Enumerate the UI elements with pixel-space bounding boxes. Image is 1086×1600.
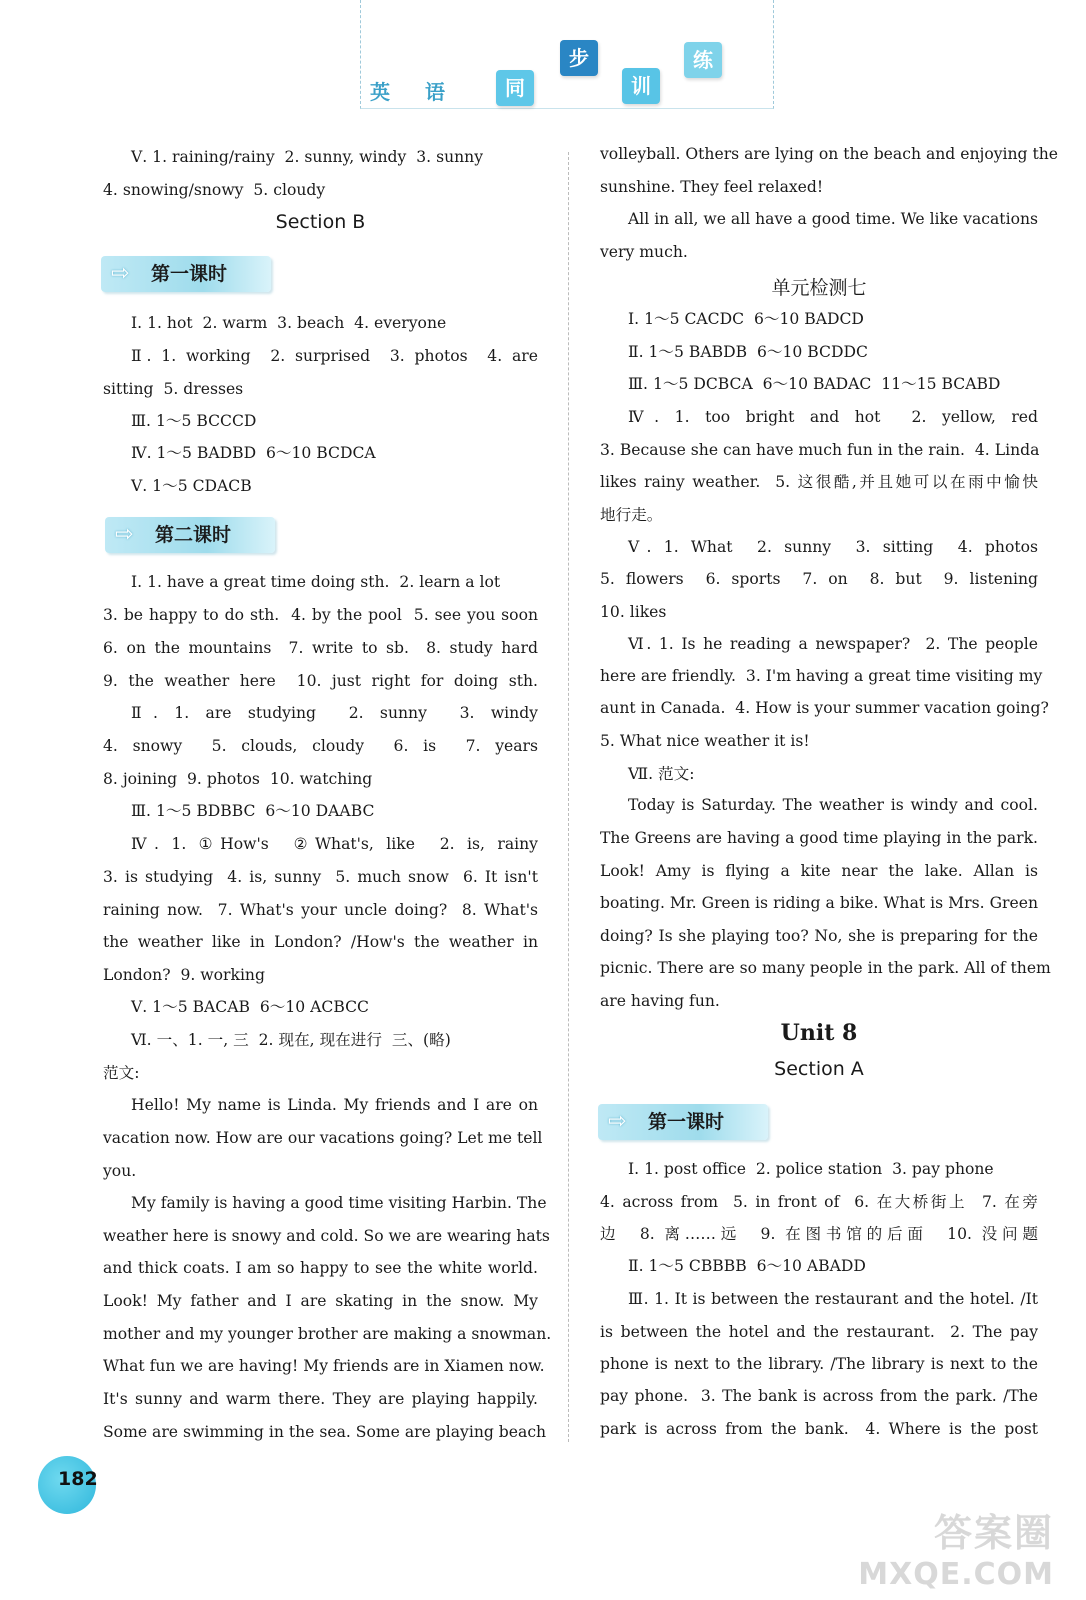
text-line: 3. be happy to do sth. 4. by the pool 5. see you soon <box>103 606 538 624</box>
text-line: Ⅴ. 1. What 2. sunny 3. sitting 4. photos <box>628 538 1038 556</box>
text-line: pay phone. 3. The bank is across from the park. /The <box>600 1387 1038 1405</box>
text-line: Ⅰ. 1. post office 2. police station 3. pay phone <box>628 1160 994 1178</box>
text-line: very much. <box>600 243 688 261</box>
text-line: 4. snowing/snowy 5. cloudy <box>103 181 326 199</box>
text-line: Ⅴ. 1～5 CDACB <box>131 477 252 495</box>
text-line: sitting 5. dresses <box>103 380 244 398</box>
text-line: Ⅴ. 1. raining/rainy 2. sunny, windy 3. sunny <box>131 148 484 166</box>
text-line: sunshine. They feel relaxed! <box>600 178 824 196</box>
text-line: 4. snowy 5. clouds, cloudy 6. is 7. years <box>103 737 538 755</box>
watermark-bottom: MXQE.COM <box>858 1557 1054 1592</box>
arrow-icon: ⇨ <box>115 522 134 547</box>
text-line: phone is next to the library. /The library is next to the <box>600 1355 1038 1373</box>
text-line: 4. across from 5. in front of 6. 在大桥街上 7. 在旁 <box>600 1193 1038 1211</box>
text-line: London? 9. working <box>103 966 265 984</box>
text-line: is between the hotel and the restaurant. 2. The pay <box>600 1323 1038 1341</box>
text-line: Ⅲ. 1～5 BCCCD <box>131 412 257 430</box>
lesson-banner <box>101 256 271 292</box>
text-line: Ⅰ. 1. hot 2. warm 3. beach 4. everyone <box>131 314 447 332</box>
lesson-title: 第一课时 <box>151 263 228 285</box>
text-line: It's sunny and warm there. They are playing happily. <box>103 1390 538 1408</box>
text-line: 地行走。 <box>600 506 663 524</box>
text-line: All in all, we all have a good time. We like vacations <box>628 210 1038 228</box>
text-line: are having fun. <box>600 992 720 1010</box>
lesson-title: 第二课时 <box>155 524 232 546</box>
text-line: Ⅱ. 1～5 BABDB 6～10 BCDDC <box>628 343 868 361</box>
header-char: 步 <box>560 40 598 76</box>
page-number: 182 <box>58 1468 98 1490</box>
text-line: 边 8. 离……远 9. 在图书馆的后面 10. 没问题 <box>600 1225 1038 1243</box>
text-line: Today is Saturday. The weather is windy and cool. <box>628 796 1038 814</box>
text-line: volleyball. Others are lying on the beach and enjoying the <box>600 145 1059 163</box>
header-char: 语 <box>425 80 445 104</box>
text-line: raining now. 7. What's your uncle doing? 8. What's <box>103 901 538 919</box>
text-line: 8. joining 9. photos 10. watching <box>103 770 373 788</box>
text-line: Ⅲ. 1～5 BDBBC 6～10 DAABC <box>131 802 375 820</box>
text-line: Ⅱ. 1. working 2. surprised 3. photos 4. are <box>131 347 538 365</box>
text-line: Ⅳ. 1～5 BADBD 6～10 BCDCA <box>131 444 376 462</box>
text-line: Ⅰ. 1～5 CACDC 6～10 BADCD <box>628 310 864 328</box>
text-line: the weather like in London? /How's the weather in <box>103 933 538 951</box>
text-line: weather here is snowy and cold. So we are wearing hats <box>103 1227 550 1245</box>
unit-title: Unit 8 <box>780 1020 858 1046</box>
column-divider <box>568 152 569 1442</box>
text-line: What fun we are having! My friends are in Xiamen now. <box>103 1357 545 1375</box>
text-line: 5. flowers 6. sports 7. on 8. but 9. listening <box>600 570 1038 588</box>
text-line: Ⅱ. 1. are studying 2. sunny 3. windy <box>131 704 538 722</box>
text-line: Ⅶ. 范文: <box>628 765 695 783</box>
watermark-logo <box>858 1502 1054 1592</box>
text-line: Hello! My name is Linda. My friends and I are on <box>131 1096 538 1114</box>
text-line: Ⅵ. 1. Is he reading a newspaper? 2. The people <box>628 635 1038 653</box>
text-line: 6. on the mountains 7. write to sb. 8. study hard <box>103 639 538 657</box>
text-line: 9. the weather here 10. just right for doing sth. <box>103 672 538 690</box>
text-line: Look! Amy is flying a kite near the lake. Allan is <box>600 862 1038 880</box>
text-line: 3. Because she can have much fun in the rain. 4. Linda <box>600 441 1040 459</box>
section-title: Section A <box>774 1058 864 1080</box>
text-line: park is across from the bank. 4. Where is the post <box>600 1420 1038 1438</box>
text-line: The Greens are having a good time playing in the park. <box>600 829 1038 847</box>
lesson-banner <box>598 1104 768 1140</box>
text-line: Ⅵ. 一、1. 一, 三 2. 现在, 现在进行 三、(略) <box>131 1031 451 1049</box>
watermark-top: 答案圈 <box>933 1511 1054 1555</box>
text-line: doing? Is she playing too? No, she is preparing for the <box>600 927 1038 945</box>
text-line: here are friendly. 3. I'm having a great time visiting my <box>600 667 1043 685</box>
text-line: Look! My father and I are skating in the snow. My <box>103 1292 538 1310</box>
text-line: Some are swimming in the sea. Some are playing beach <box>103 1423 547 1441</box>
text-line: picnic. There are so many people in the park. All of them <box>600 959 1051 977</box>
text-line: Ⅲ. 1. It is between the restaurant and the hotel. /It <box>628 1290 1038 1308</box>
header-char: 英 <box>370 80 390 104</box>
lesson-title: 第一课时 <box>648 1111 725 1133</box>
text-line: Ⅱ. 1～5 CBBBB 6～10 ABADD <box>628 1257 866 1275</box>
header-char: 同 <box>496 70 534 106</box>
unit-test-title: 单元检测七 <box>771 277 867 299</box>
text-line: Ⅳ. 1. too bright and hot 2. yellow, red <box>628 408 1038 426</box>
text-line: and thick coats. I am so happy to see the white world. <box>103 1259 538 1277</box>
text-line: 3. is studying 4. is, sunny 5. much snow 6. It isn't <box>103 868 538 886</box>
text-line: mother and my younger brother are making a snowman. <box>103 1325 552 1343</box>
text-line: vacation now. How are our vacations going? Let me tell <box>103 1129 543 1147</box>
text-line: 范文: <box>103 1064 140 1082</box>
lesson-banner <box>105 517 275 553</box>
section-title: Section B <box>275 211 366 233</box>
text-line: Ⅰ. 1. have a great time doing sth. 2. learn a lot <box>131 573 501 591</box>
text-line: boating. Mr. Green is riding a bike. What is Mrs. Green <box>600 894 1038 912</box>
arrow-icon: ⇨ <box>111 261 130 286</box>
text-line: 5. What nice weather it is! <box>600 732 810 750</box>
text-line: you. <box>103 1162 137 1180</box>
header-char: 训 <box>622 68 660 104</box>
text-line: Ⅴ. 1～5 BACAB 6～10 ACBCC <box>131 998 369 1016</box>
text-line: Ⅳ. 1. ①How's ②What's, like 2. is, rainy <box>131 835 538 853</box>
text-line: likes rainy weather. 5. 这很酷,并且她可以在雨中愉快 <box>600 473 1038 491</box>
text-line: aunt in Canada. 4. How is your summer vacation going? <box>600 699 1049 717</box>
header-char: 练 <box>684 42 722 78</box>
text-line: My family is having a good time visiting Harbin. The <box>131 1194 547 1212</box>
text-line: Ⅲ. 1～5 DCBCA 6～10 BADAC 11～15 BCABD <box>628 375 1001 393</box>
text-line: 10. likes <box>600 603 667 621</box>
arrow-icon: ⇨ <box>608 1109 627 1134</box>
